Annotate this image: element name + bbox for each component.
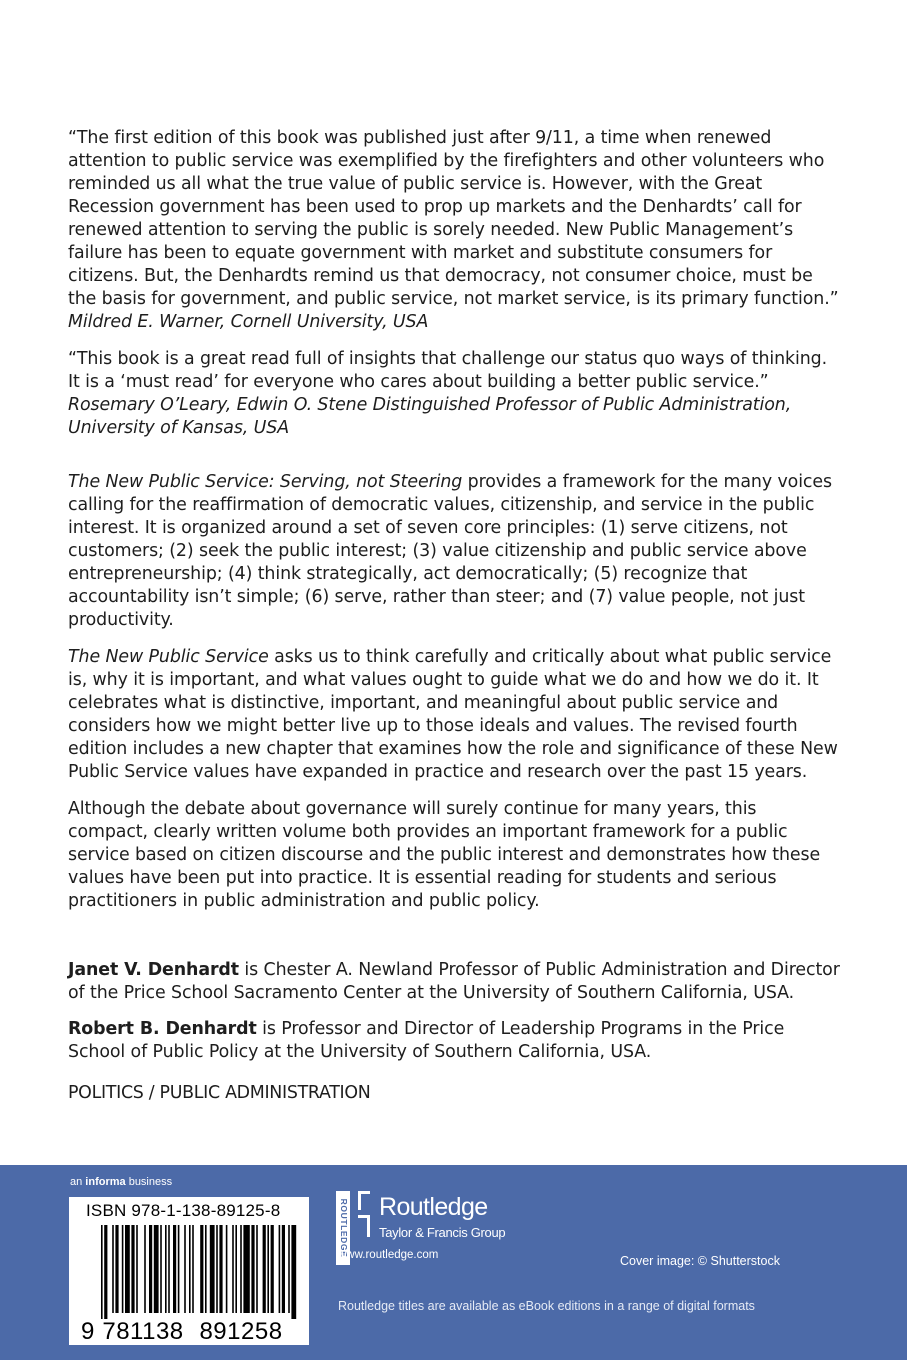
author-bio-text: is Chester A. Newland Professor of Public Administration and Director of the Price School Sacramento Center at the University of Southern California, USA. <box>68 960 840 1003</box>
description-paragraph-3 <box>68 798 840 913</box>
endorsement-quote: “The first edition of this book was published just after 9/11, a time when renewed attention to public service was exemplified by the firefighters and other volunteers who reminded us all what the true value of public service is. However, with the Great Recession government has been used to prop up markets and the Denhardts’ call for renewed attention to serving the public is sorely needed. New Public Management’s failure has been to equate government with market and substitute consumers for citizens. But, the Denhardts remind us that democracy, not consumer choice, must be the basis for government, and public service, not market service, is its primary function.” <box>68 128 839 309</box>
book-title: The New Public Service <box>68 647 269 667</box>
endorsement-quote: “This book is a great read full of insights that challenge our status quo ways of thinking. It is a ‘must read’ for everyone who cares about building a better public service.” <box>68 349 828 392</box>
back-cover-text <box>68 127 840 1105</box>
informa-brand: informa <box>85 1176 126 1188</box>
publisher-group: Taylor & Francis Group <box>379 1225 506 1240</box>
author-name: Robert B. Denhardt <box>68 1019 257 1039</box>
book-title: The New Public Service: Serving, not Steering <box>68 472 463 492</box>
cover-image-credit: Cover image: © Shutterstock <box>620 1254 780 1268</box>
barcode-icon <box>69 1197 309 1345</box>
publisher-url: www.routledge.com <box>338 1249 439 1261</box>
endorsement-2 <box>68 348 840 440</box>
endorsement-attribution: Rosemary O’Leary, Edwin O. Stene Distinguished Professor of Public Administration, University of Kansas, USA <box>68 395 792 438</box>
author-bio-2 <box>68 1018 840 1064</box>
endorsement-attribution: Mildred E. Warner, Cornell University, USA <box>68 312 429 332</box>
description-text: asks us to think carefully and critically about what public service is, why it is important, and what values ought to guide what we do and how we do it. It celebrates what is distinctive, important, and meaningful about public service and considers how we might better live up to those ideals and values. The revised fourth edition includes a new chapter that examines how the role and significance of these New Public Service values have expanded in practice and research over the past 15 years. <box>68 647 838 782</box>
barcode-digits-left: 781138 <box>102 1318 184 1345</box>
isbn-label: ISBN 978-1-138-89125-8 <box>86 1201 281 1220</box>
description-text: provides a framework for the many voices calling for the reaffirmation of democratic values, citizenship, and service in the public interest. It is organized around a set of seven core principles: (1) serve citizens, not customers; (2) seek the public interest; (3) value citizenship and public service above entrepreneurship; (4) think strategically, act democratically; (5) recognize that accountability isn’t simple; (6) serve, rather than steer; and (7) value people, not just productivity. <box>68 472 832 630</box>
publisher-footer <box>0 1165 907 1360</box>
isbn-barcode <box>69 1197 309 1345</box>
author-bio-1 <box>68 959 840 1005</box>
description-paragraph-2 <box>68 646 840 784</box>
author-name: Janet V. Denhardt <box>68 960 239 980</box>
barcode-first-digit: 9 <box>81 1318 95 1345</box>
subject-category: POLITICS / PUBLIC ADMINISTRATION <box>68 1083 371 1103</box>
ebook-availability-note: Routledge titles are available as eBook editions in a range of digital formats <box>338 1299 755 1313</box>
publisher-name: Routledge <box>379 1193 488 1221</box>
logo-vertical-text: ROUTLEDGE <box>338 1198 349 1258</box>
endorsement-1 <box>68 127 840 334</box>
barcode-digits-right: 891258 <box>199 1318 283 1345</box>
informa-business-tag: an informa business <box>70 1176 173 1188</box>
author-bio-text: is Professor and Director of Leadership Programs in the Price School of Public Policy at the University of Southern California, USA. <box>68 1019 785 1062</box>
description-text: Although the debate about governance will surely continue for many years, this compact, clearly written volume both provides an important framework for a public service based on citizen discourse and the public interest and demonstrates how these values have been put into practice. It is essential reading for students and serious practitioners in public administration and public policy. <box>68 799 821 911</box>
description-paragraph-1 <box>68 471 840 632</box>
